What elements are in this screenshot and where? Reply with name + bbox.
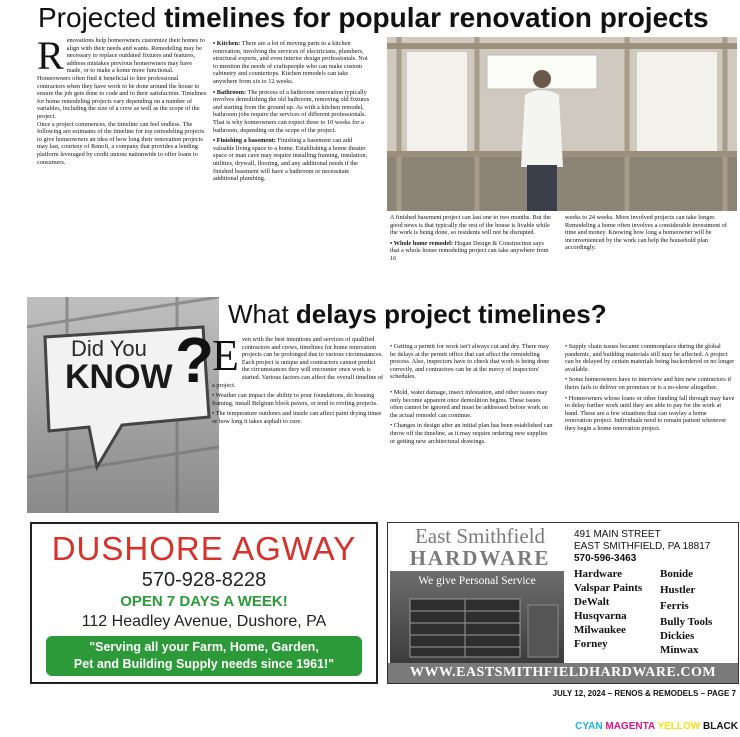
brand-item: Ferris <box>660 600 689 612</box>
color-magenta: MAGENTA <box>605 721 655 732</box>
article1-col3 <box>390 214 554 263</box>
agway-name: DUSHORE AGWAY <box>51 530 357 567</box>
color-yellow: YELLOW <box>657 721 701 732</box>
title-light: Projected <box>38 2 157 33</box>
page-title <box>38 0 738 36</box>
brand-item: Milwaukee <box>574 624 626 636</box>
kitchen-label: • Kitchen: <box>213 40 241 47</box>
article1-para: Homeowners often find it beneficial to hire professional contractors when they have work to be done around the house to ensure the job gets done to code and to their satisfaction. Timelines for home remodeling projects vary depending on a number of variables, including the size of a crew as well as the scope of the project. <box>37 74 207 120</box>
article2-col1 <box>212 331 384 426</box>
article2-para: • The temperature outdoors and inside can affect paint drying times or how long it takes asphalt to cure. <box>212 410 382 425</box>
bathroom-item <box>213 89 371 135</box>
agway-hours: OPEN 7 DAYS A WEEK! <box>120 593 288 610</box>
dropcap-r: R <box>37 33 64 78</box>
brand-item: Hardware <box>574 568 623 580</box>
bathroom-label: • Bathroom: <box>213 88 247 96</box>
title-bold: timelines for popular renovation projects <box>164 2 709 33</box>
hardware-contact <box>574 529 736 565</box>
article2-para: • Weather can impact the ability to pour foundations, do housing framing, install Belgium block pavers, or tend to roofing projects. <box>212 392 378 407</box>
article1-para: weeks to 24 weeks. More involved projects can take longer. <box>565 214 716 221</box>
wholehome-text: Hogan Design & Construction says that a whole house remodeling project can take anywhere from 16 <box>390 239 549 262</box>
section-subtitle <box>228 298 607 330</box>
agway-slogan-box <box>46 636 362 676</box>
brands-right <box>660 567 738 657</box>
agway-slogan-line2: Pet and Building Supply needs since 1961!" <box>73 657 335 671</box>
article2-col2 <box>390 343 554 445</box>
wholehome-item <box>390 240 554 263</box>
article2-para: • Changes in design after an initial plan has been established can throw off the timeline, as it may require ordering new supplies or getting new architectural drawings. <box>390 422 553 445</box>
did-you-know-graphic <box>27 297 219 513</box>
agway-address: 112 Headley Avenue, Dushore, PA <box>81 613 327 630</box>
dropcap-e: E <box>212 331 239 380</box>
construction-photo-illustration <box>387 37 737 211</box>
hardware-name-line2: HARDWARE <box>409 546 551 570</box>
article1-para: Once a project commences, the timeline can feel endless. The following are estimates of the timeline for top remodeling projects to give homeowners an idea of how long their renovation projects may last, courtesy of Renofi, a company that provides a lending platform leveraged by credit unions nationwide to offer loans to consumers. <box>37 120 205 166</box>
article1-col2 <box>213 40 371 183</box>
question-mark: ? <box>175 324 215 396</box>
kitchen-text: There are a lot of moving parts to a kitchen renovation, involving the services of electricians, plumbers, structural experts, and even interior design professionals. Not to mention the needs of craftspeople who can make custom cabinetry and countertops. Kitchen remodels can take anywhere from six to 12 weeks. <box>213 40 368 85</box>
article2-para: • Supply chain issues became commonplace during the global pandemic, and building materials still may be affected. A project can be delayed by certain materials being backordered or no longer available. <box>565 343 735 373</box>
bathroom-text: The process of a bathroom renovation typically involves demolishing the old bathroom, removing old fixtures and starting from the ground up. As with a kitchen remodel, bathroom jobs require the services of different professionals. That is why homeowners can expect three to 10 weeks for a bathroom, depending on the scope of the project. <box>213 88 370 134</box>
brand-item: Hustler <box>660 584 696 596</box>
worker-photo <box>387 37 737 211</box>
subtitle-bold: delays project timelines? <box>295 299 607 329</box>
article2-para: • Getting a permit for work isn't always cut and dry. There may be delays at the permit office that can affect the remodeling process. Also, inspectors have to check that work is being done correctly, and contractors can be at the mercy of inspectors' schedules. <box>390 343 550 381</box>
hardware-website[interactable]: WWW.EASTSMITHFIELDHARDWARE.COM <box>388 663 738 683</box>
article2-para: ven with the best intentions and services of qualified contractors and crews, timelines for home renovation projects can be prolonged due to various circumstances. Each project is unique and contractors cannot predict the circumstances they will encounter once work is started. Various factors can affect the overall timeline of a project. <box>212 336 384 389</box>
brands-left <box>574 567 658 651</box>
brand-item: Valspar Paints <box>574 582 643 594</box>
hardware-name-line1: East Smithfield <box>414 524 546 548</box>
article1-para: Remodeling a home often involves a considerable investment of time and money. Knowing how long a homeowner will be inconvenienced by the work can help the household plan accordingly. <box>565 221 727 252</box>
kitchen-item <box>213 40 371 86</box>
color-black: BLACK <box>703 721 738 732</box>
hardware-ad <box>387 522 739 684</box>
subtitle-light: What <box>228 299 289 329</box>
brand-item: Bully Tools <box>660 616 713 628</box>
brand-item: Dickies <box>660 630 695 642</box>
brand-item: Forney <box>574 638 608 650</box>
agway-slogan-line1: "Serving all your Farm, Home, Garden, <box>89 640 319 654</box>
wholehome-label: • Whole home remodel: <box>390 239 454 247</box>
brand-item: Bonide <box>660 568 694 580</box>
article2-para: • Some homeowners have to interview and hire new contractors if theirs fails to deliver on promises or is a no-show altogether. <box>565 376 732 391</box>
know-label: KNOW <box>65 358 173 396</box>
hardware-photo <box>390 571 564 663</box>
hardware-street: 491 MAIN STREET <box>574 529 661 540</box>
article2-para: • Mold, water damage, insect infestation, and other issues may only become apparent once demolition begins. These issues often cannot be ignored and must be addressed before work on the actual remodel can continue. <box>390 388 549 419</box>
article1-col4 <box>565 214 735 252</box>
brand-item: Husqvarna <box>574 610 627 622</box>
article1-col1 <box>37 33 207 166</box>
hardware-tagline: We give Personal Service <box>418 575 536 587</box>
agway-phone: 570-928-8228 <box>141 569 267 591</box>
agway-ad <box>30 522 378 684</box>
article1-para: enovations help homeowners customize their homes to align with their needs and wants. Remodeling may be necessary to replace outdated fixtures and features, address mistakes previous homeowners may have made, or to make a home more functional. <box>66 37 205 75</box>
color-cyan: CYAN <box>575 721 603 732</box>
hardware-city: EAST SMITHFIELD, PA 18817 <box>574 541 711 552</box>
did-you-label: Did You <box>71 336 147 361</box>
basement-label: • Finishing a basement: <box>213 137 276 145</box>
page-footer: JULY 12, 2024 – RENOS & REMODELS – PAGE 7 <box>552 689 736 698</box>
basement-duration: A finished basement project can last one to two months. But the good news is that typically the rest of the house is livable while the work is being done, so residents will not be disrupted. <box>390 214 551 237</box>
article2-para: • Homeowners whose loans or other funding fall through may have to delay further work until they are able to pay for the work at hand. These are a few situations that can waylay a home renovation project. Individuals need to remain patient whenever they begin a home renovation project. <box>565 394 735 432</box>
basement-text: Finishing a basement can add valuable living space to a home. Establishing a home theater space or man cave may require installing framing, insulation, utilities, drywall, flooring, and any additional needs if the finished basement will have a bathroom or necessitate additional plumbing. <box>213 137 368 183</box>
brand-item: Minwax <box>660 644 699 656</box>
hardware-phone: 570-596-3463 <box>574 553 637 564</box>
article2-col3 <box>565 343 735 433</box>
brand-item: DeWalt <box>574 596 610 608</box>
basement-item <box>213 137 371 183</box>
color-registration-bar <box>560 720 738 734</box>
